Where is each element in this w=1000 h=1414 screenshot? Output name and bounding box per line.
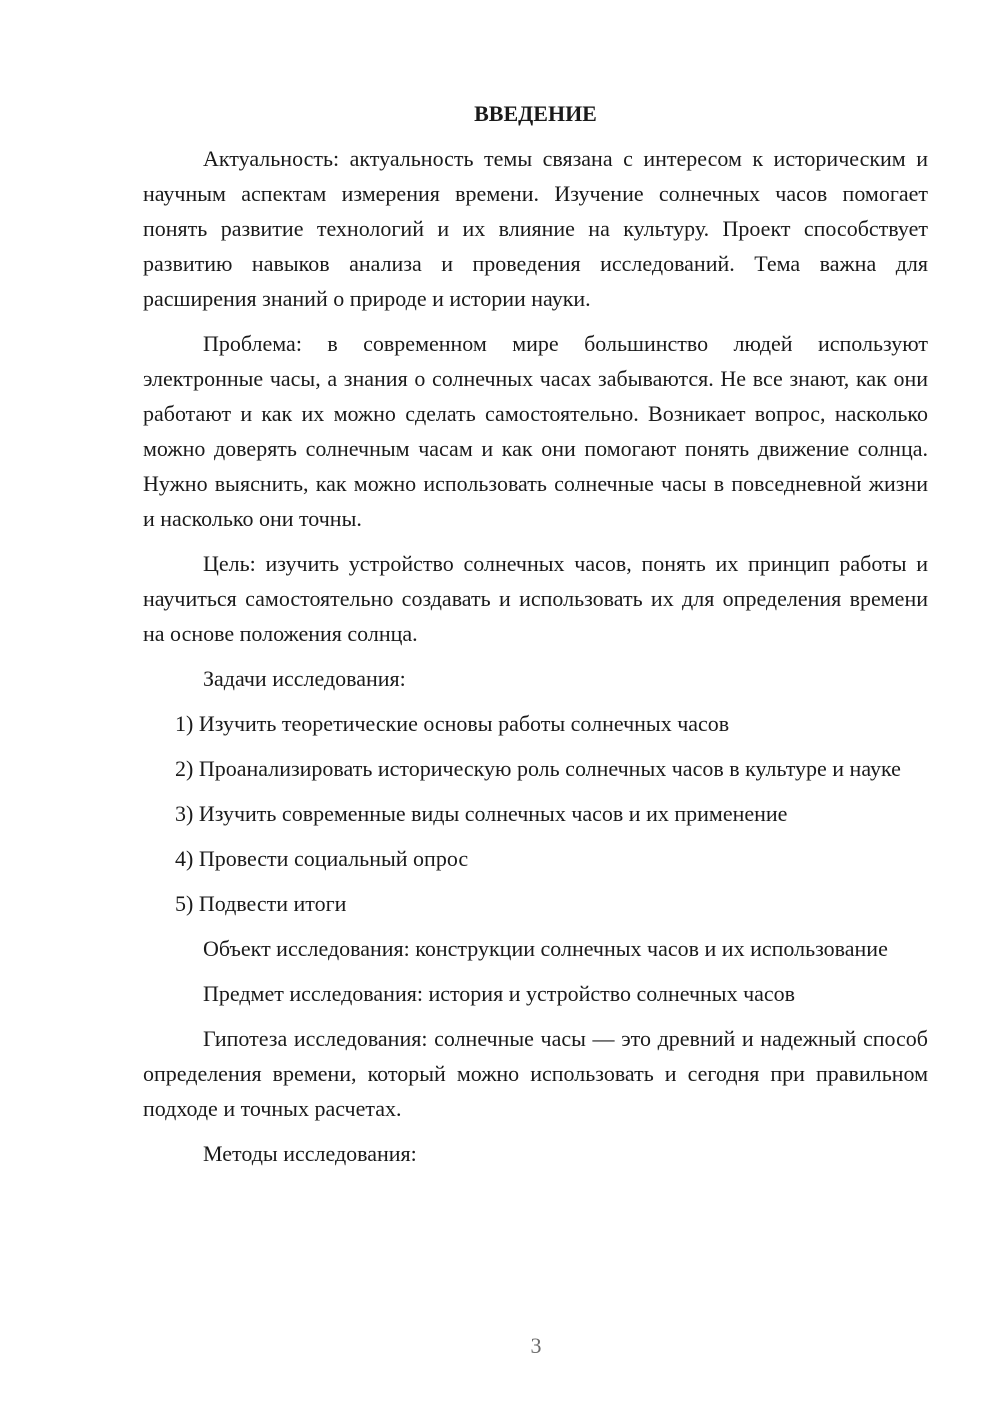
page-content bbox=[143, 96, 928, 1181]
hypothesis-paragraph: Гипотеза исследования: солнечные часы — это древний и надежный способ определения времени, который можно использовать и сегодня при правильном подходе и точных расчетах. bbox=[143, 1026, 928, 1121]
task-item-3: 3) Изучить современные виды солнечных часов и их применение bbox=[175, 801, 788, 826]
task-item-5: 5) Подвести итоги bbox=[175, 891, 347, 916]
task-item-1: 1) Изучить теоретические основы работы солнечных часов bbox=[175, 711, 730, 736]
goal-paragraph: Цель: изучить устройство солнечных часов, понять их принцип работы и научиться самостоятельно создавать и использовать их для определения времени на основе положения солнца. bbox=[143, 551, 928, 646]
object-paragraph: Объект исследования: конструкции солнечных часов и их использование bbox=[203, 936, 888, 961]
methods-heading: Методы исследования: bbox=[203, 1141, 417, 1166]
subject-paragraph: Предмет исследования: история и устройство солнечных часов bbox=[203, 981, 796, 1006]
task-item-2: 2) Проанализировать историческую роль солнечных часов в культуре и науке bbox=[175, 756, 901, 781]
problem-paragraph: Проблема: в современном мире большинство людей используют электронные часы, а знания о солнечных часах забываются. Не все знают, как они работают и как их можно сделать самостоятельно. Возникает вопрос, насколько можно доверять солнечным часам и как они помогают понять движение солнца. Нужно выяснить, как можно использовать солнечные часы в повседневной жизни и насколько они точны. bbox=[143, 331, 928, 531]
task-item-4: 4) Провести социальный опрос bbox=[175, 846, 469, 871]
section-title: ВВЕДЕНИЕ bbox=[474, 101, 597, 126]
relevance-paragraph: Актуальность: актуальность темы связана с интересом к историческим и научным аспектам измерения времени. Изучение солнечных часов помогает понять развитие технологий и их влияние на культуру. Проект способствует развитию навыков анализа и проведения исследований. Тема важна для расширения знаний о природе и истории науки. bbox=[143, 146, 928, 311]
tasks-heading: Задачи исследования: bbox=[203, 666, 406, 691]
page-number: 3 bbox=[530, 1333, 542, 1358]
